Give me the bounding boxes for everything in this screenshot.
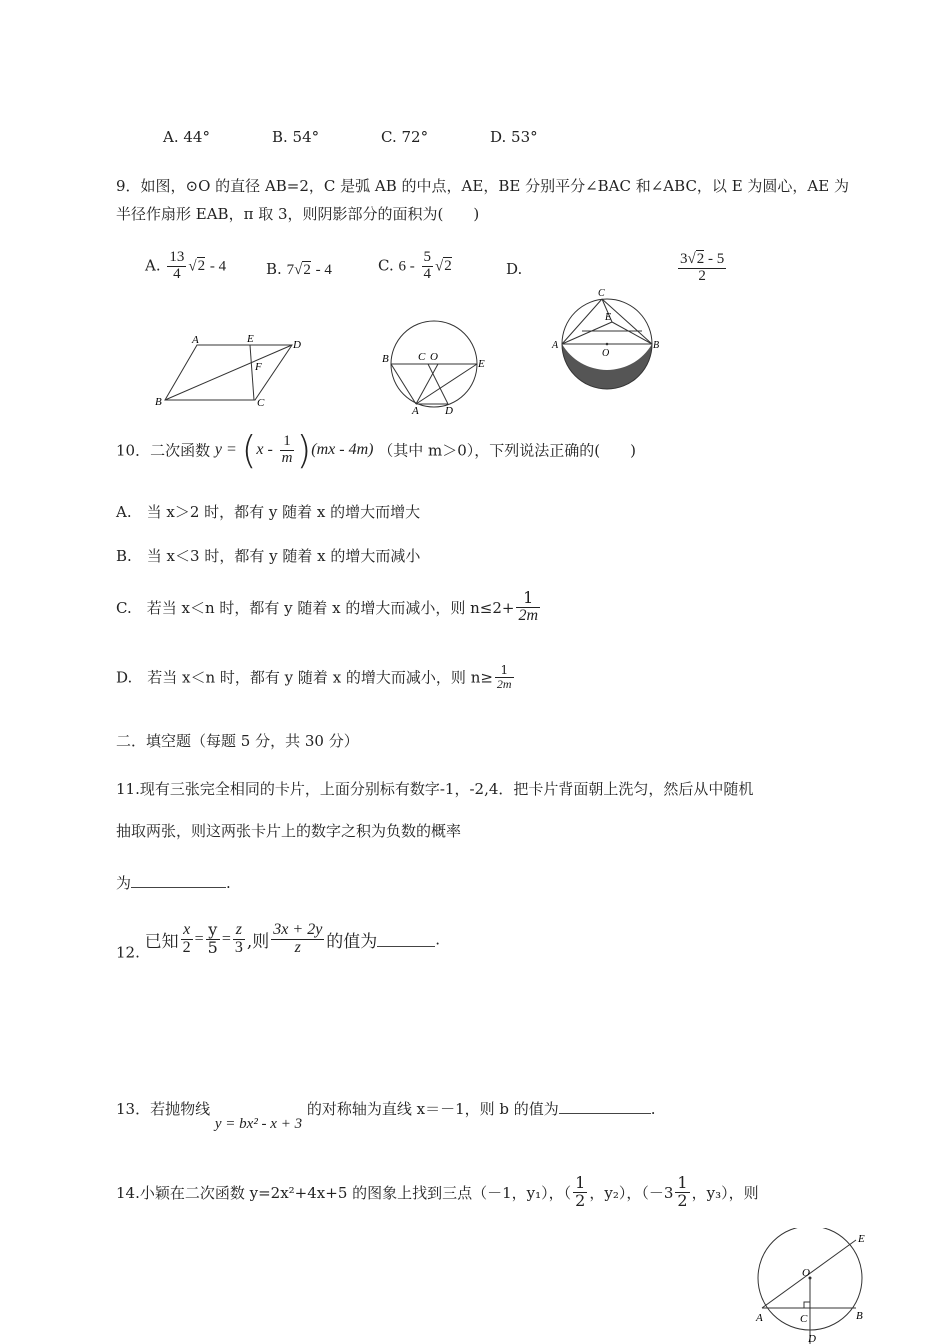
q10-option-d [116,664,516,690]
q10-option-d-fraction [495,664,514,690]
circle-figure-3 [752,1228,872,1344]
q8-option-b: B. 54° [272,128,320,146]
q9-option-b-label: B. [266,260,282,278]
q14-f1-numerator: 1 [575,1173,586,1192]
q14-mid: ，y₂），（－3 [589,1183,674,1202]
q13-formula: y = bx² - x + 3 [214,1116,303,1132]
circle1-label-d: D [445,405,453,416]
q12-f1-denominator: 2 [182,938,191,956]
q12-fraction-z [233,922,245,957]
q10-option-c-denominator: 2m [518,606,539,624]
q10-prefix: 10．二次函数 [116,441,211,460]
q11-line3 [116,872,231,893]
circle3-label-b: B [856,1310,863,1322]
q12-then: ,则 [246,931,270,952]
q9-option-c-label: C. [378,256,394,275]
circle1-label-a: A [412,405,419,416]
q10-stem: 10．二次函数 y = (x - $\frac{1}{m}$ )(mx - 4m) （其中 m＞0），下列说法正确的( ) [116,428,637,472]
q9-option-c-pre: 6 - [398,258,415,275]
q12-f3-denominator: 3 [234,938,243,956]
parallelogram-label-c: C [257,397,265,409]
q10-option-b: B. 当 x＜3 时，都有 y 随着 x 的增大而减小 [116,547,421,565]
q9-option-c-fraction [422,250,434,283]
q12-f1-numerator: x [181,922,193,940]
q10-formula-rest: (mx - 4m) [311,441,374,458]
q12-fraction-y [206,922,220,957]
circle2-label-e: E [605,312,612,323]
q14 [116,1175,759,1210]
q10-option-c-text: C. 若当 x＜n 时，都有 y 随着 x 的增大而减小，则 n≤2+ [116,598,515,617]
q12-number: 12. [116,943,140,962]
q10-option-a: A. 当 x＞2 时，都有 y 随着 x 的增大而增大 [116,503,421,521]
q13-answer-blank[interactable] [559,1099,651,1114]
q9-option-c: C. 6 - $\frac{5}{4}$ √2 [378,249,452,282]
q10-suffix: （其中 m＞0），下列说法正确的( ) [378,441,637,460]
q8-option-a: A. 44° [163,128,210,146]
circle-figure-1 [378,318,490,416]
q12-answer-blank[interactable] [377,932,435,947]
q9-option-a-numerator: 13 [169,249,185,265]
q12-post: 的值为 [326,931,378,952]
q10-formula-fraction [280,434,295,467]
q11-answer-blank[interactable] [131,873,226,888]
circle1-label-e: E [478,358,485,370]
q9-option-d-num-pre: 3 [680,251,688,267]
section-heading-fill-in: 二．填空题（每题 5 分，共 30 分） [116,732,359,750]
q14-fraction-1 [573,1175,587,1210]
q9-option-a-radicand: 2 [197,258,206,275]
circle3-label-d: D [808,1333,816,1344]
q12-fraction-x [181,922,193,957]
parallelogram-label-f: F [255,361,262,373]
q12-pre: 已知 [144,931,179,952]
parallelogram-label-b: B [155,396,162,408]
q14-post: ，y₃），则 [691,1183,759,1202]
q10-formula-y: y = [214,441,237,458]
circle3-label-o: O [802,1267,810,1279]
q12-equals-1: = [194,930,204,948]
q9-option-d-denominator: 2 [698,267,706,284]
q13-pre: 13．若抛物线 [116,1100,211,1118]
q11-line3-post: . [226,874,231,892]
q14-f2-numerator: 1 [677,1173,688,1192]
circle3-label-a: A [756,1312,763,1324]
q12-f4-numerator: 3x + 2y [273,921,323,938]
q10-formula-numerator: 1 [280,434,295,451]
q9-option-a-denominator: 4 [173,265,181,282]
q11-line1: 11.现有三张完全相同的卡片，上面分别标有数字-1，-2,4．把卡片背面朝上洗匀，然后从中随机 [116,780,754,798]
q9-option-c-radicand: 2 [444,258,452,275]
q9-option-c-denominator: 4 [423,265,432,282]
circle1-label-o: O [430,351,438,363]
q9-option-d-num-post: - 5 [707,251,725,267]
q9-option-a-label: A. [145,256,161,275]
q12-f3-numerator: z [233,922,245,940]
q12-equals-2: = [221,930,231,948]
circle1-label-b: B [382,353,389,365]
q9-stem-line1: 9．如图，⊙O 的直径 AB=2，C 是弧 AB 的中点，AE，BE 分别平分∠BAC 和∠ABC，以 E 为圆心，AE 为 [116,177,849,195]
q10-formula-denominator: m [281,449,293,466]
q10-option-c-numerator: 1 [516,590,540,608]
circle2-label-o: O [602,348,610,359]
q14-pre: 14.小颖在二次函数 y=2x²+4x+5 的图象上找到三点（－1，y₁），（ [116,1183,572,1202]
q10-option-c-fraction [516,590,540,625]
parallelogram-label-a: A [192,334,199,346]
q9-option-d-fraction: $\frac{3√2 - 5}{2}$ [680,251,725,284]
q12-end: . [435,930,441,949]
q10-option-d-denominator: 2m [496,676,512,691]
q13 [116,1098,656,1132]
parallelogram-label-e: E [247,333,254,345]
q9-option-a-tail: - 4 [209,258,227,275]
q10-formula-x: x - [256,441,273,458]
q14-fraction-2 [675,1175,689,1210]
circle3-label-e: E [858,1233,865,1245]
q10-option-d-text: D. 若当 x＜n 时，都有 y 随着 x 的增大而减小，则 n≥ [116,668,493,687]
q11-line3-pre: 为 [116,874,132,892]
q13-end: . [650,1100,656,1118]
q12-f2-denominator: 5 [207,937,218,957]
circle1-label-c: C [418,351,426,363]
q13-post: 的对称轴为直线 x＝－1，则 b 的值为 [306,1100,559,1118]
q9-stem-line2: 半径作扇形 EAB，π 取 3，则阴影部分的面积为( ) [116,205,480,223]
q9-option-b-tail: - 4 [315,262,332,278]
circle2-label-c: C [598,288,605,299]
q8-option-d: D. 53° [490,128,538,146]
q12-fraction-expression [271,922,324,957]
q9-option-c-numerator: 5 [423,249,432,265]
parallelogram-figure [150,330,310,410]
q10-option-c [116,590,542,625]
q9-option-b-radicand: 2 [303,262,311,278]
q9-option-a-fraction [167,250,186,283]
q8-option-c: C. 72° [381,128,429,146]
q12-f2-numerator: y [206,922,220,940]
q9-option-d-radicand: 2 [696,251,705,267]
q14-f2-denominator: 2 [677,1190,688,1210]
circle2-label-b: B [653,340,660,351]
parallelogram-label-d: D [293,339,301,351]
circle2-label-a: A [552,340,559,351]
q9-option-b-pre: 7 [286,262,295,278]
q11-line2: 抽取两张，则这两张卡片上的数字之积为负数的概率 [116,822,462,840]
q9-option-a: A. $\frac{13}{4}$ √2 - 4 [145,249,227,282]
q12-f4-denominator: z [294,938,301,956]
circle-figure-2 [550,286,665,390]
q12 [116,922,440,961]
q14-f1-denominator: 2 [575,1190,586,1210]
circle3-label-c: C [800,1313,808,1325]
q9-option-b: B. 7√2 - 4 [266,260,332,278]
q10-option-d-numerator: 1 [495,664,514,678]
q9-option-d-label: D. [506,260,523,278]
